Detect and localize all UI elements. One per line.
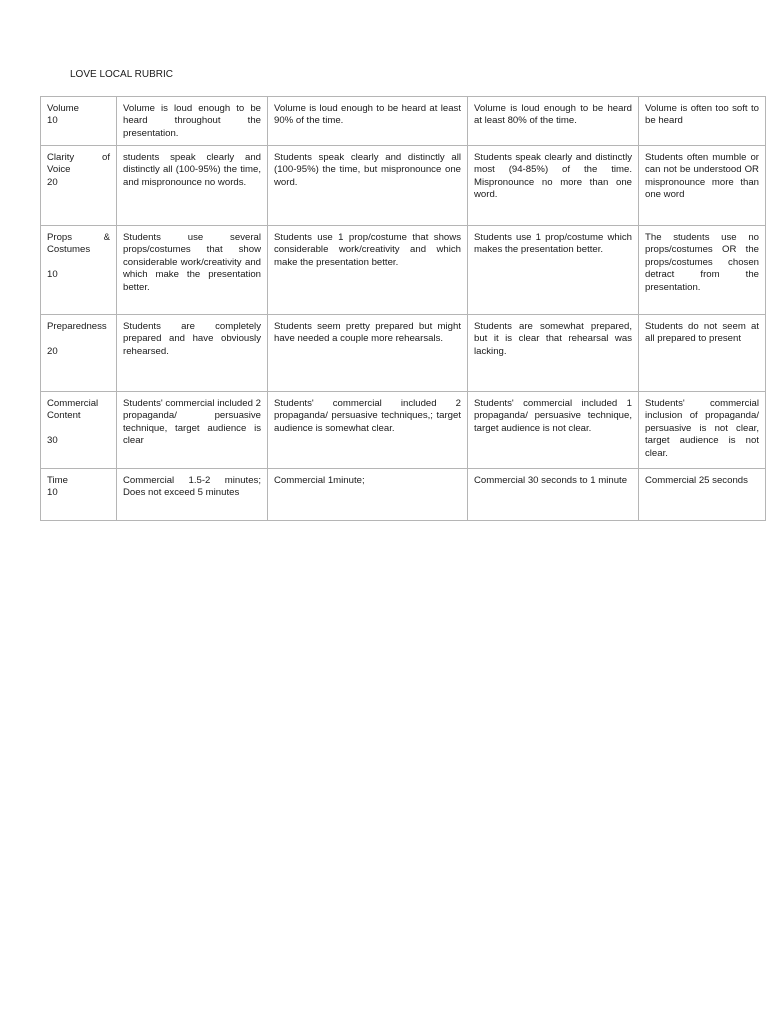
category-points: 10 (47, 269, 58, 281)
criteria-cell: Volume is loud enough to be heard at least 90% of the time. (268, 97, 468, 146)
criteria-cell: Commercial 30 seconds to 1 minute (468, 469, 639, 521)
rubric-row-volume (41, 97, 766, 146)
rubric-row-time (41, 469, 766, 521)
category-name: Time (47, 475, 68, 486)
criteria-cell: Students are somewhat prepared, but it is clear that rehearsal was lacking. (468, 315, 639, 392)
category-cell (41, 315, 117, 392)
criteria-cell: Students use 1 prop/costume which makes the presentation better. (468, 226, 639, 315)
criteria-cell: The students use no props/costumes OR the props/costumes chosen detract from the presentation. (639, 226, 766, 315)
category-name: Commercial Content (47, 398, 99, 422)
criteria-cell: Commercial 25 seconds (639, 469, 766, 521)
criteria-cell: students speak clearly and distinctly all (100-95%) the time, and mispronounce no words. (117, 146, 268, 226)
rubric-row-preparedness (41, 315, 766, 392)
criteria-cell: Students do not seem at all prepared to present (639, 315, 766, 392)
rubric-row-props (41, 226, 766, 315)
criteria-cell: Students speak clearly and distinctly all (100-95%) the time, but mispronounce one word. (268, 146, 468, 226)
criteria-cell: Volume is loud enough to be heard throughout the presentation. (117, 97, 268, 146)
category-points: 10 (47, 487, 58, 499)
criteria-cell: Students' commercial included 2 propaganda/ persuasive technique, target audience is clear (117, 392, 268, 469)
category-cell (41, 469, 117, 521)
category-name: Preparedness (47, 321, 107, 332)
category-cell (41, 392, 117, 469)
criteria-cell: Students use 1 prop/costume that shows considerable work/creativity and which make the presentation better. (268, 226, 468, 315)
category-points: 20 (47, 345, 58, 357)
criteria-cell: Students often mumble or can not be understood OR mispronounce more than one word (639, 146, 766, 226)
criteria-cell: Commercial 1.5-2 minutes; Does not exceed 5 minutes (117, 469, 268, 521)
category-points: 20 (47, 176, 58, 188)
document-title: LOVE LOCAL RUBRIC (70, 69, 173, 80)
category-points: 10 (47, 115, 58, 127)
category-cell (41, 146, 117, 226)
category-name: Props & Costumes (47, 232, 110, 256)
criteria-cell: Students speak clearly and distinctly most (94-85%) of the time. Mispronounce no more than one word. (468, 146, 639, 226)
criteria-cell: Volume is often too soft to be heard (639, 97, 766, 146)
rubric-row-commercial-content (41, 392, 766, 469)
criteria-cell: Students' commercial included 1 propaganda/ persuasive technique, target audience is not clear. (468, 392, 639, 469)
rubric-table (40, 96, 766, 521)
category-cell (41, 226, 117, 315)
category-cell (41, 97, 117, 146)
criteria-cell: Students' commercial included 2 propaganda/ persuasive techniques,; target audience is somewhat clear. (268, 392, 468, 469)
criteria-cell: Volume is loud enough to be heard at least 80% of the time. (468, 97, 639, 146)
criteria-cell: Students are completely prepared and have obviously rehearsed. (117, 315, 268, 392)
criteria-cell: Students use several props/costumes that show considerable work/creativity and which make the presentation better. (117, 226, 268, 315)
criteria-cell: Commercial 1minute; (268, 469, 468, 521)
category-name: Volume (47, 103, 79, 114)
category-name: Clarity of Voice (47, 152, 110, 176)
category-points: 30 (47, 435, 58, 447)
rubric-row-clarity (41, 146, 766, 226)
criteria-cell: Students seem pretty prepared but might have needed a couple more rehearsals. (268, 315, 468, 392)
criteria-cell: Students' commercial inclusion of propaganda/ persuasive is not clear, target audience is not clear. (639, 392, 766, 469)
